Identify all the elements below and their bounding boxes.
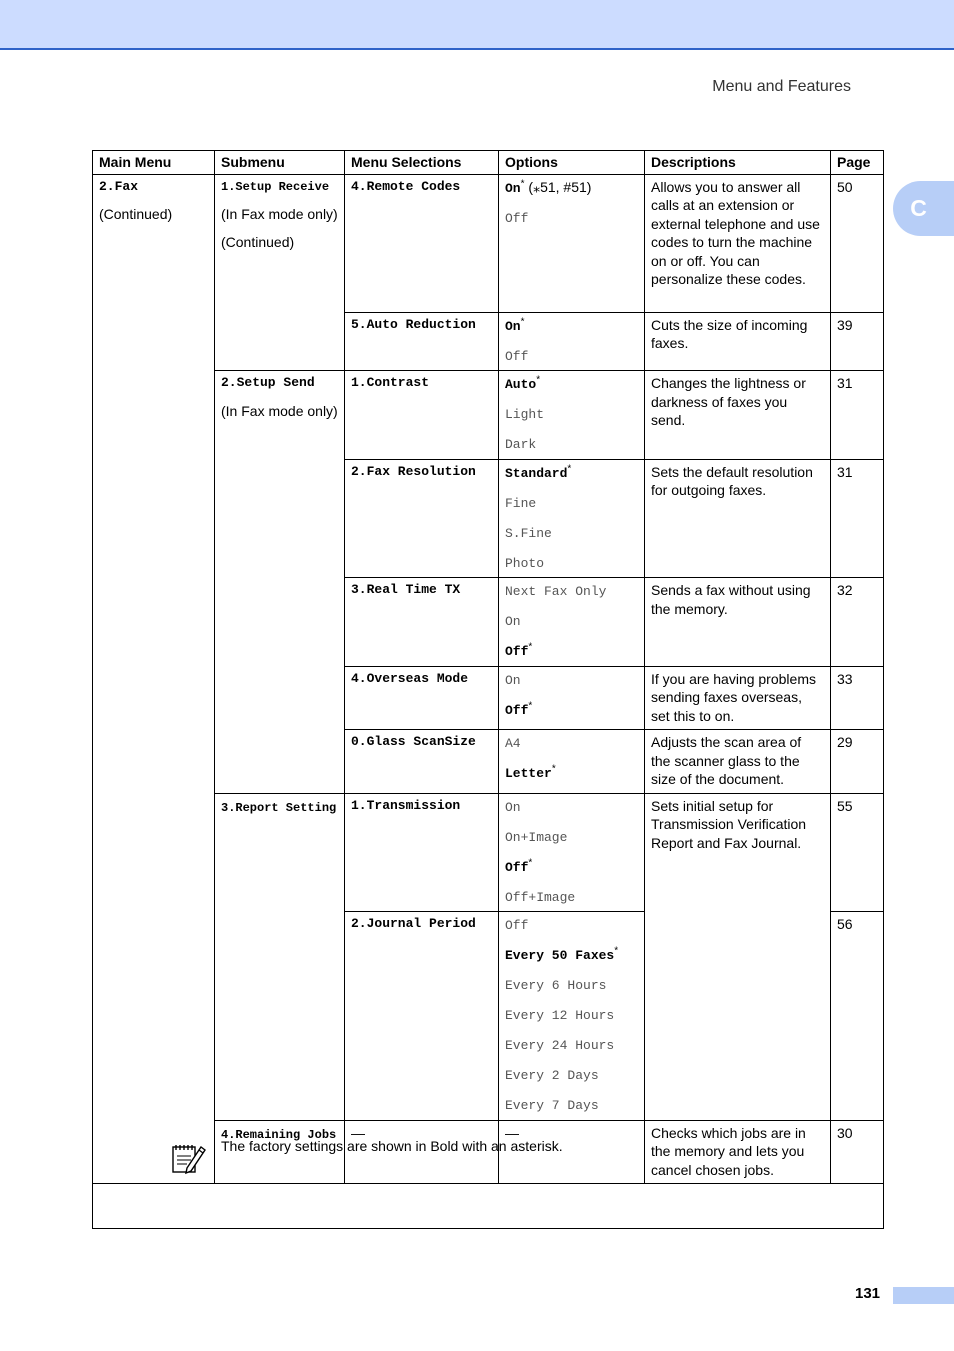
page-ref: 50 bbox=[831, 174, 884, 312]
default-asterisk: * bbox=[614, 945, 619, 957]
option-label: On+Image bbox=[505, 829, 568, 845]
option-item bbox=[505, 915, 638, 936]
section-title: Menu and Features bbox=[712, 78, 851, 95]
option-label: Off+Image bbox=[505, 889, 576, 905]
submenu-name: 3.Report Setting bbox=[221, 800, 337, 815]
page-ref: 31 bbox=[831, 371, 884, 460]
options-cell bbox=[499, 793, 645, 912]
footnote-text: The factory settings are shown in Bold with an asterisk. bbox=[221, 1138, 563, 1154]
option-label: On bbox=[505, 799, 521, 815]
description: If you are having problems sending faxes overseas, set this to on. bbox=[645, 666, 831, 730]
menu-selection: 0.Glass ScanSize bbox=[345, 730, 499, 794]
footnote-row bbox=[93, 1184, 884, 1229]
description: Changes the lightness or darkness of faxes you send. bbox=[645, 371, 831, 460]
option-label: Next Fax Only bbox=[505, 584, 607, 599]
option-item bbox=[505, 553, 638, 574]
option-item bbox=[505, 827, 638, 848]
page-number: 131 bbox=[855, 1285, 881, 1302]
column-header: Descriptions bbox=[645, 151, 831, 175]
option-item bbox=[505, 463, 638, 484]
menu-selection: 3.Real Time TX bbox=[345, 578, 499, 667]
main-menu-cell bbox=[93, 174, 215, 1184]
menu-selection: 4.Remote Codes bbox=[345, 174, 499, 312]
chapter-tab: C bbox=[893, 181, 954, 236]
page-ref: 31 bbox=[831, 459, 884, 578]
description: Sends a fax without using the memory. bbox=[645, 578, 831, 667]
menu-selection: 1.Contrast bbox=[345, 371, 499, 460]
submenu-name: 2.Setup Send bbox=[221, 375, 315, 390]
page-ref: 39 bbox=[831, 312, 884, 371]
option-label: — bbox=[505, 1124, 519, 1141]
option-item bbox=[505, 493, 638, 514]
option-label: Photo bbox=[505, 555, 545, 571]
option-item bbox=[505, 611, 638, 632]
option-label: Every 2 Days bbox=[505, 1068, 599, 1083]
option-label: Dark bbox=[505, 437, 537, 452]
option-label: Light bbox=[505, 407, 545, 422]
column-header: Menu Selections bbox=[345, 151, 499, 175]
options-cell bbox=[499, 312, 645, 371]
option-item bbox=[505, 346, 638, 367]
option-item bbox=[505, 1005, 638, 1026]
description: Adjusts the scan area of the scanner glass to the size of the document. bbox=[645, 730, 831, 794]
option-item bbox=[505, 670, 638, 691]
option-item bbox=[505, 1065, 638, 1086]
option-suffix: (⁎51, #51) bbox=[524, 178, 592, 195]
default-asterisk: * bbox=[567, 462, 572, 474]
option-item bbox=[505, 404, 638, 425]
header-bar bbox=[0, 0, 954, 50]
option-item bbox=[505, 857, 638, 878]
description: Sets the default resolution for outgoing faxes. bbox=[645, 459, 831, 578]
option-label: Off bbox=[505, 348, 529, 364]
main-menu-name: 2.Fax bbox=[99, 178, 139, 194]
option-label: Standard bbox=[505, 465, 568, 481]
column-header: Options bbox=[499, 151, 645, 175]
default-asterisk: * bbox=[551, 763, 556, 775]
option-label: S.Fine bbox=[505, 525, 552, 541]
option-item bbox=[505, 887, 638, 908]
options-cell bbox=[499, 730, 645, 794]
menu-table bbox=[92, 150, 884, 1229]
column-header: Submenu bbox=[215, 151, 345, 175]
option-item bbox=[505, 975, 638, 996]
option-label: On bbox=[505, 180, 521, 196]
option-item bbox=[505, 374, 638, 395]
submenu-cell bbox=[215, 371, 345, 794]
option-item bbox=[505, 316, 638, 337]
table-row bbox=[93, 174, 884, 312]
option-item bbox=[505, 700, 638, 721]
page-ref: 29 bbox=[831, 730, 884, 794]
option-label: Off bbox=[505, 918, 529, 933]
option-item bbox=[505, 763, 638, 784]
submenu-cell bbox=[215, 174, 345, 371]
option-label: Auto bbox=[505, 377, 537, 392]
option-item bbox=[505, 434, 638, 455]
main-menu-note: (Continued) bbox=[99, 206, 173, 222]
default-asterisk: * bbox=[536, 374, 541, 386]
default-asterisk: * bbox=[528, 641, 533, 653]
option-label: Every 24 Hours bbox=[505, 1038, 615, 1053]
option-item bbox=[505, 797, 638, 818]
menu-selection: 2.Fax Resolution bbox=[345, 459, 499, 578]
page-ref: 32 bbox=[831, 578, 884, 667]
page-ref: 56 bbox=[831, 912, 884, 1121]
page-ref: 55 bbox=[831, 793, 884, 912]
options-cell bbox=[499, 912, 645, 1121]
page-tab-bar bbox=[893, 1287, 954, 1304]
option-item bbox=[505, 178, 638, 199]
options-cell bbox=[499, 459, 645, 578]
submenu-name: 4.Remaining Jobs bbox=[221, 1127, 337, 1142]
option-label: Every 50 Faxes bbox=[505, 948, 615, 963]
option-label: Off bbox=[505, 644, 529, 659]
menu-selection: 2.Journal Period bbox=[345, 912, 499, 1121]
default-asterisk: * bbox=[520, 177, 525, 189]
option-label: On bbox=[505, 672, 521, 688]
option-item bbox=[505, 945, 638, 966]
options-cell bbox=[499, 666, 645, 730]
option-item bbox=[505, 208, 638, 229]
column-header: Page bbox=[831, 151, 884, 175]
page-ref: 33 bbox=[831, 666, 884, 730]
submenu-note: (In Fax mode only) bbox=[221, 206, 338, 222]
page-ref: 30 bbox=[831, 1120, 884, 1184]
option-item bbox=[505, 733, 638, 754]
option-label: Fine bbox=[505, 495, 537, 511]
default-asterisk: * bbox=[528, 856, 533, 868]
menu-selection: 1.Transmission bbox=[345, 793, 499, 912]
submenu-cell bbox=[215, 793, 345, 1120]
menu-selection: 5.Auto Reduction bbox=[345, 312, 499, 371]
option-item bbox=[505, 1035, 638, 1056]
option-label: Off bbox=[505, 210, 529, 226]
option-label: Every 7 Days bbox=[505, 1098, 599, 1113]
table-header-row bbox=[93, 151, 884, 175]
option-item bbox=[505, 641, 638, 662]
option-label: On bbox=[505, 318, 521, 334]
options-cell bbox=[499, 371, 645, 460]
submenu-note: (Continued) bbox=[221, 233, 295, 250]
description: Sets initial setup for Transmission Verification Report and Fax Journal. bbox=[645, 793, 831, 1120]
option-label: Off bbox=[505, 702, 529, 718]
option-label: A4 bbox=[505, 736, 521, 751]
default-asterisk: * bbox=[520, 315, 525, 327]
option-item bbox=[505, 1095, 638, 1116]
option-item bbox=[505, 581, 638, 602]
option-label: Every 12 Hours bbox=[505, 1008, 615, 1023]
option-label: Off bbox=[505, 859, 529, 875]
submenu-name: 1.Setup Receive bbox=[221, 179, 330, 194]
column-header: Main Menu bbox=[93, 151, 215, 175]
options-cell bbox=[499, 174, 645, 312]
options-cell bbox=[499, 578, 645, 667]
default-asterisk: * bbox=[528, 699, 533, 711]
menu-selection: 4.Overseas Mode bbox=[345, 666, 499, 730]
option-item bbox=[505, 523, 638, 544]
menu-selection: — bbox=[345, 1120, 499, 1184]
description: Checks which jobs are in the memory and lets you cancel chosen jobs. bbox=[645, 1120, 831, 1184]
description: Allows you to answer all calls at an extension or external telephone and use codes to turn the machine on or off. You can personalize these codes. bbox=[645, 174, 831, 312]
description: Cuts the size of incoming faxes. bbox=[645, 312, 831, 371]
option-label: Letter bbox=[505, 766, 552, 781]
submenu-note: (In Fax mode only) bbox=[221, 402, 338, 419]
option-label: On bbox=[505, 614, 521, 629]
option-label: Every 6 Hours bbox=[505, 978, 607, 993]
note-pencil-icon bbox=[170, 1141, 206, 1175]
